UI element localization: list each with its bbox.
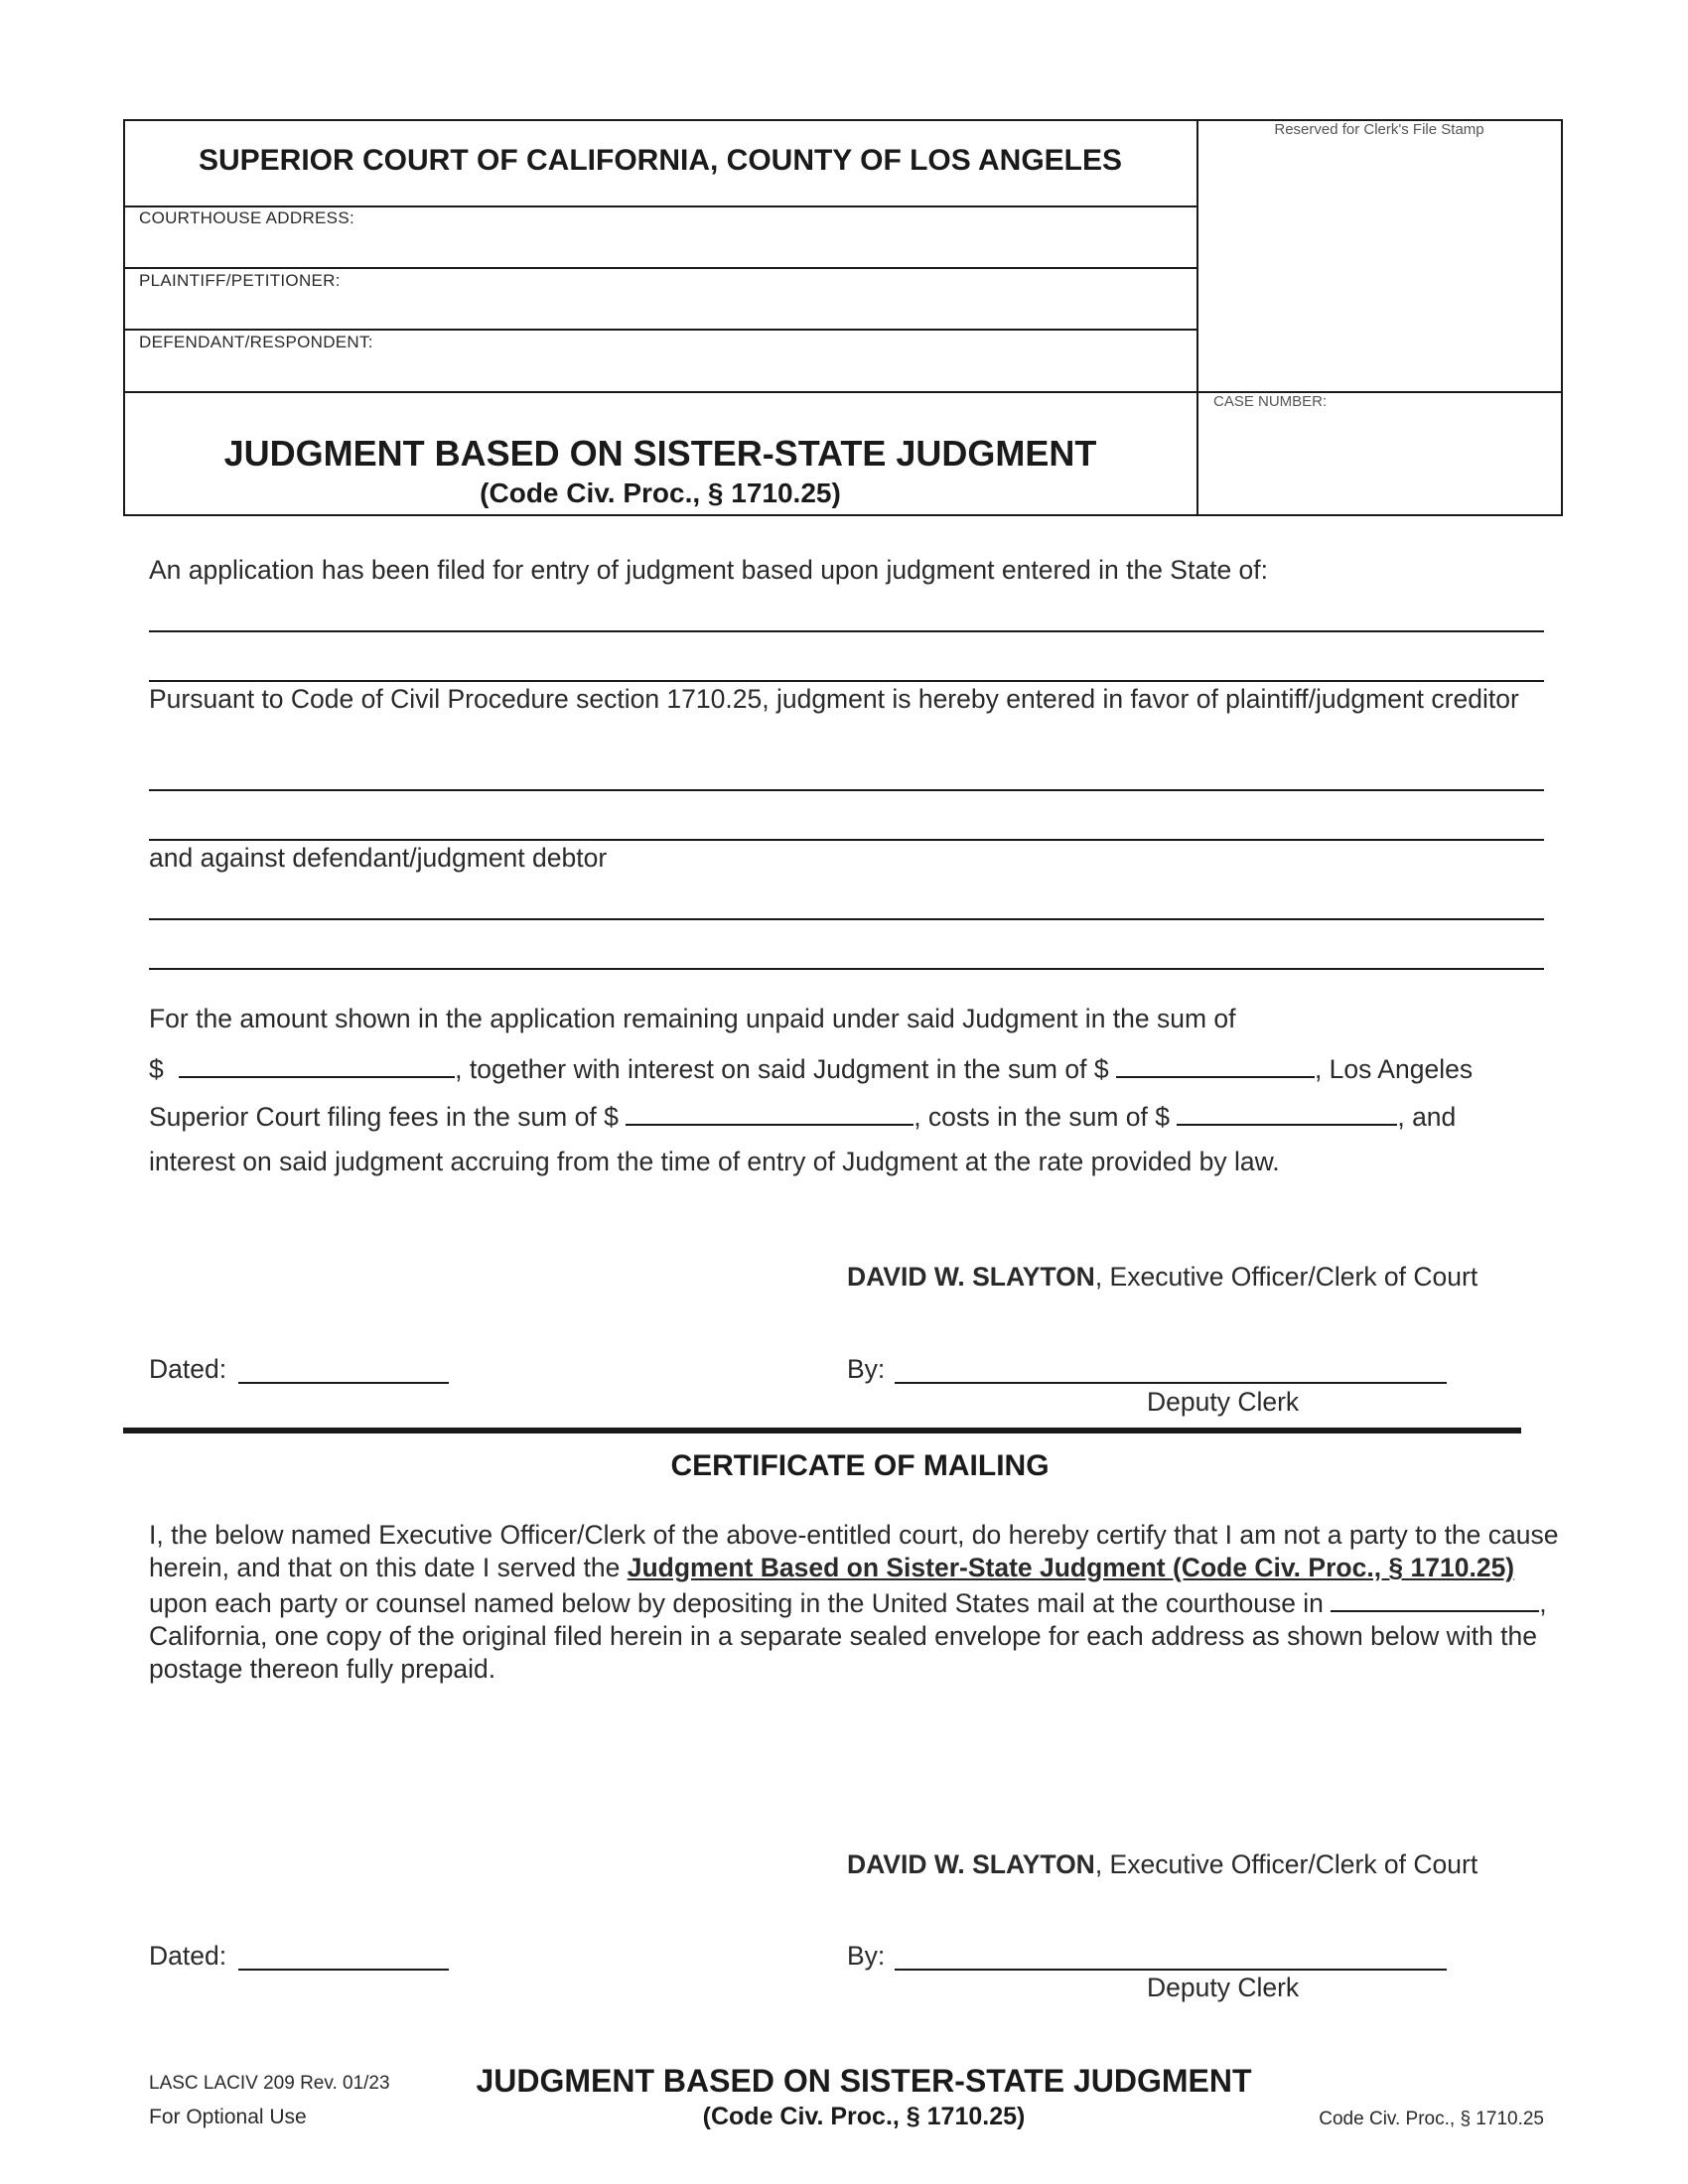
cert-officer-signature-block xyxy=(847,1848,1477,1880)
cert-by-signature-field[interactable] xyxy=(895,1939,1447,1971)
certificate-text-part3: , California, one copy of the original filed herein in a separate sealed envelope for each address as shown below with the postage thereon fully prepaid. xyxy=(149,1588,1547,1684)
debtor-line-2 xyxy=(149,968,1544,970)
together-text: , together with interest on said Judgment in the sum of $ xyxy=(455,1054,1109,1084)
footer-title: JUDGMENT BASED ON SISTER-STATE JUDGMENT xyxy=(476,2063,1252,2099)
defendant-label: DEFENDANT/RESPONDENT: xyxy=(139,333,373,351)
case-number-field[interactable] xyxy=(1213,417,1551,496)
pursuant-text: Pursuant to Code of Civil Procedure section 1710.25, judgment is hereby entered in favor of plaintiff/judgment creditor xyxy=(149,684,1519,714)
certificate-text xyxy=(149,1519,1561,1686)
plaintiff-label: PLAINTIFF/PETITIONER: xyxy=(139,271,341,290)
by-label: By: xyxy=(847,1354,886,1384)
cert-dated-field[interactable] xyxy=(238,1939,449,1971)
amount-intro: For the amount shown in the application remaining unpaid under said Judgment in the sum of xyxy=(149,1004,1236,1033)
los-angeles-text: , Los Angeles xyxy=(1314,1054,1474,1084)
costs-text: , costs in the sum of $ xyxy=(914,1102,1170,1132)
cert-officer-title: , Executive Officer/Clerk of Court xyxy=(1094,1849,1478,1879)
interest-amount-field[interactable] xyxy=(1116,1050,1315,1078)
case-number-label: CASE NUMBER: xyxy=(1213,393,1328,410)
state-line-2 xyxy=(149,680,1544,682)
form-title: JUDGMENT BASED ON SISTER-STATE JUDGMENT xyxy=(223,433,1097,474)
certificate-text-part1: I, the below named Executive Officer/Clerk of the above-entitled court, do hereby certify that I am not a party to the cause herein, and that on this date I served the xyxy=(149,1520,1559,1582)
filing-fees-field[interactable] xyxy=(626,1098,914,1126)
cert-deputy-clerk-label: Deputy Clerk xyxy=(1147,1973,1300,2002)
deputy-clerk-label: Deputy Clerk xyxy=(1147,1387,1300,1417)
filing-fees-text: Superior Court filing fees in the sum of $ xyxy=(149,1102,619,1132)
interest-accruing-text: interest on said judgment accruing from the time of entry of Judgment at the rate provided by law. xyxy=(149,1147,1280,1176)
debtor-line-1 xyxy=(149,918,1544,920)
cert-dated-label: Dated: xyxy=(149,1941,227,1971)
plaintiff-rule xyxy=(123,329,1197,331)
against-text: and against defendant/judgment debtor xyxy=(149,843,608,873)
debtor-field[interactable] xyxy=(149,882,1539,913)
amount-line-1 xyxy=(149,1050,1559,1085)
application-text: An application has been filed for entry of judgment based upon judgment entered in the State of: xyxy=(149,555,1269,585)
clerk-file-stamp-label: Reserved for Clerk's File Stamp xyxy=(1274,121,1484,138)
caption-title-rule xyxy=(123,391,1561,393)
footer-code-reference: Code Civ. Proc., § 1710.25 xyxy=(1319,2109,1544,2129)
certificate-text-part2: upon each party or counsel named below by depositing in the United States mail at the courthouse in xyxy=(149,1588,1332,1618)
costs-field[interactable] xyxy=(1177,1098,1397,1126)
dollar-sign: $ xyxy=(149,1054,164,1084)
creditor-line-1 xyxy=(149,789,1544,791)
by-signature-field[interactable] xyxy=(895,1352,1447,1384)
creditor-field[interactable] xyxy=(149,754,1539,786)
state-line-1 xyxy=(149,630,1544,632)
courthouse-address-label: COURTHOUSE ADDRESS: xyxy=(139,208,354,227)
clerk-file-stamp-area xyxy=(1201,144,1555,387)
creditor-line-2 xyxy=(149,839,1544,841)
section-divider xyxy=(123,1428,1521,1433)
address-rule xyxy=(123,267,1197,269)
court-name-rule xyxy=(123,205,1197,207)
officer-name: DAVID W. SLAYTON xyxy=(847,1262,1095,1292)
court-name: SUPERIOR COURT OF CALIFORNIA, COUNTY OF LOS ANGELES xyxy=(198,144,1123,177)
form-subtitle: (Code Civ. Proc., § 1710.25) xyxy=(480,478,841,508)
footer-form-number: LASC LACIV 209 Rev. 01/23 xyxy=(149,2073,390,2094)
officer-title: , Executive Officer/Clerk of Court xyxy=(1094,1262,1478,1292)
courthouse-city-field[interactable] xyxy=(1331,1584,1539,1612)
dated-field[interactable] xyxy=(238,1352,449,1384)
amount-line-2 xyxy=(149,1098,1559,1133)
footer-optional-use: For Optional Use xyxy=(149,2106,307,2128)
defendant-field[interactable] xyxy=(139,354,1182,386)
courthouse-address-field[interactable] xyxy=(139,230,1182,262)
officer-signature-block xyxy=(847,1261,1477,1293)
footer-subtitle: (Code Civ. Proc., § 1710.25) xyxy=(702,2103,1026,2130)
cert-officer-name: DAVID W. SLAYTON xyxy=(847,1849,1095,1879)
certificate-document-title: Judgment Based on Sister-State Judgment (Code Civ. Proc., § 1710.25) xyxy=(627,1553,1515,1582)
dated-label: Dated: xyxy=(149,1354,227,1384)
judgment-amount-field[interactable] xyxy=(179,1050,455,1078)
certificate-title: CERTIFICATE OF MAILING xyxy=(670,1449,1050,1482)
cert-by-label: By: xyxy=(847,1941,886,1971)
plaintiff-field[interactable] xyxy=(139,293,1182,325)
and-text: , and xyxy=(1397,1102,1457,1132)
state-field[interactable] xyxy=(149,596,1539,627)
